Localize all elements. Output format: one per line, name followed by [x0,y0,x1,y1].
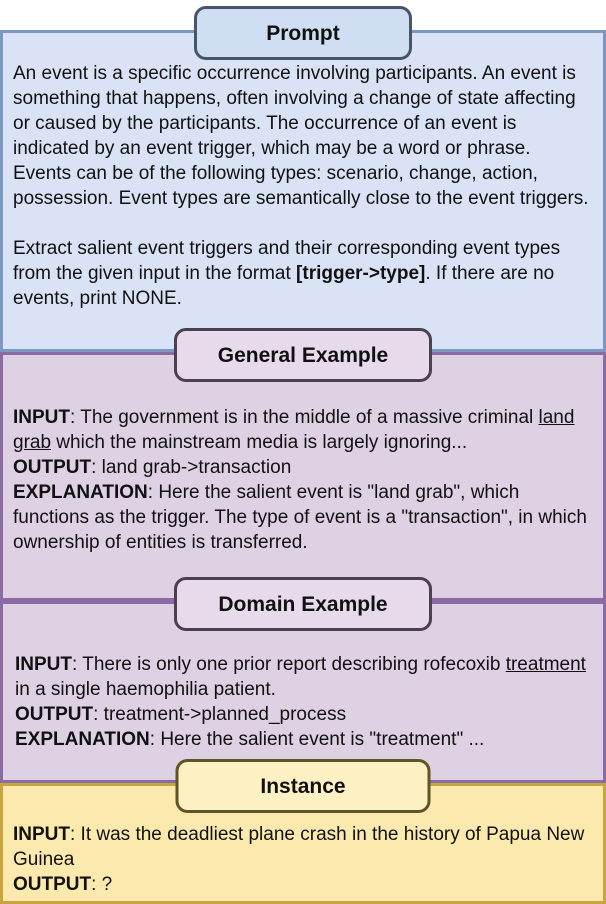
prompt-definition-text: An event is a specific occurrence involving participants. An event is something that happens, often involving a change of state affecting or caused by the participants. The occurrence of an event is indicated by an event trigger, which may be a word or phrase. Events can be of the following types: scenario, change, action, possession. Event types are semantically close to the event triggers. [13,63,589,209]
general-example-section-title [174,328,432,382]
input-text-end: in a single haemophilia patient. [15,679,276,700]
prompt-title-label: Prompt [266,21,340,45]
general-example-input-line [13,405,593,455]
output-label: OUTPUT [13,874,92,895]
general-example-output-line [13,455,593,480]
instance-input-line [13,822,593,872]
explanation-label: EXPLANATION [15,729,150,750]
prompt-section-title [194,6,412,60]
domain-example-explanation-line [15,727,593,752]
input-text: : There is only one prior report describing rofecoxib [72,654,506,675]
explanation-text: : Here the salient event is "land grab", which functions as the trigger. The type of event is a "transaction", in which ownership of entities is transferred. [13,482,587,553]
domain-example-section [0,592,606,783]
trigger-type-format: [trigger->type] [296,263,426,284]
input-text-end: which the mainstream media is largely ignoring... [51,432,468,453]
input-text: : The government is in the middle of a massive criminal [70,407,539,428]
domain-example-title-label: Domain Example [218,592,388,616]
input-label: INPUT [15,654,72,675]
instance-title-label: Instance [260,774,346,798]
trigger-underlined: treatment [505,654,586,675]
explanation-label: EXPLANATION [13,482,148,503]
domain-example-output-line [15,702,593,727]
prompt-instruction-text-end: . If there are no events, print NONE. [13,263,555,309]
general-example-title-label: General Example [217,343,389,367]
general-example-body [13,405,593,555]
trigger-underlined: land grab [13,407,575,453]
domain-example-section-title [174,577,432,631]
output-text: : treatment->planned_process [93,704,347,725]
prompt-body [13,61,593,311]
domain-example-input-line [15,652,593,702]
input-label: INPUT [13,407,70,428]
instance-section [0,774,606,904]
output-label: OUTPUT [13,457,92,478]
output-text: : ? [91,874,113,895]
input-text: : It was the deadliest plane crash in the history of Papua New Guinea [13,824,585,870]
prompt-instruction-paragraph [13,236,593,311]
output-label: OUTPUT [15,704,94,725]
prompt-instruction-text: Extract salient event triggers and their corresponding event types from the given input in the format [13,238,561,284]
general-example-section [0,343,606,601]
instance-body [13,822,593,897]
instance-section-title [176,759,431,813]
general-example-explanation-line [13,480,593,555]
domain-example-body [15,652,593,752]
instance-output-line [13,872,593,897]
prompt-section [0,21,606,352]
explanation-text: : Here the salient event is "treatment" ... [149,729,485,750]
input-label: INPUT [13,824,70,845]
output-text: : land grab->transaction [91,457,292,478]
prompt-definition-paragraph [13,61,593,211]
